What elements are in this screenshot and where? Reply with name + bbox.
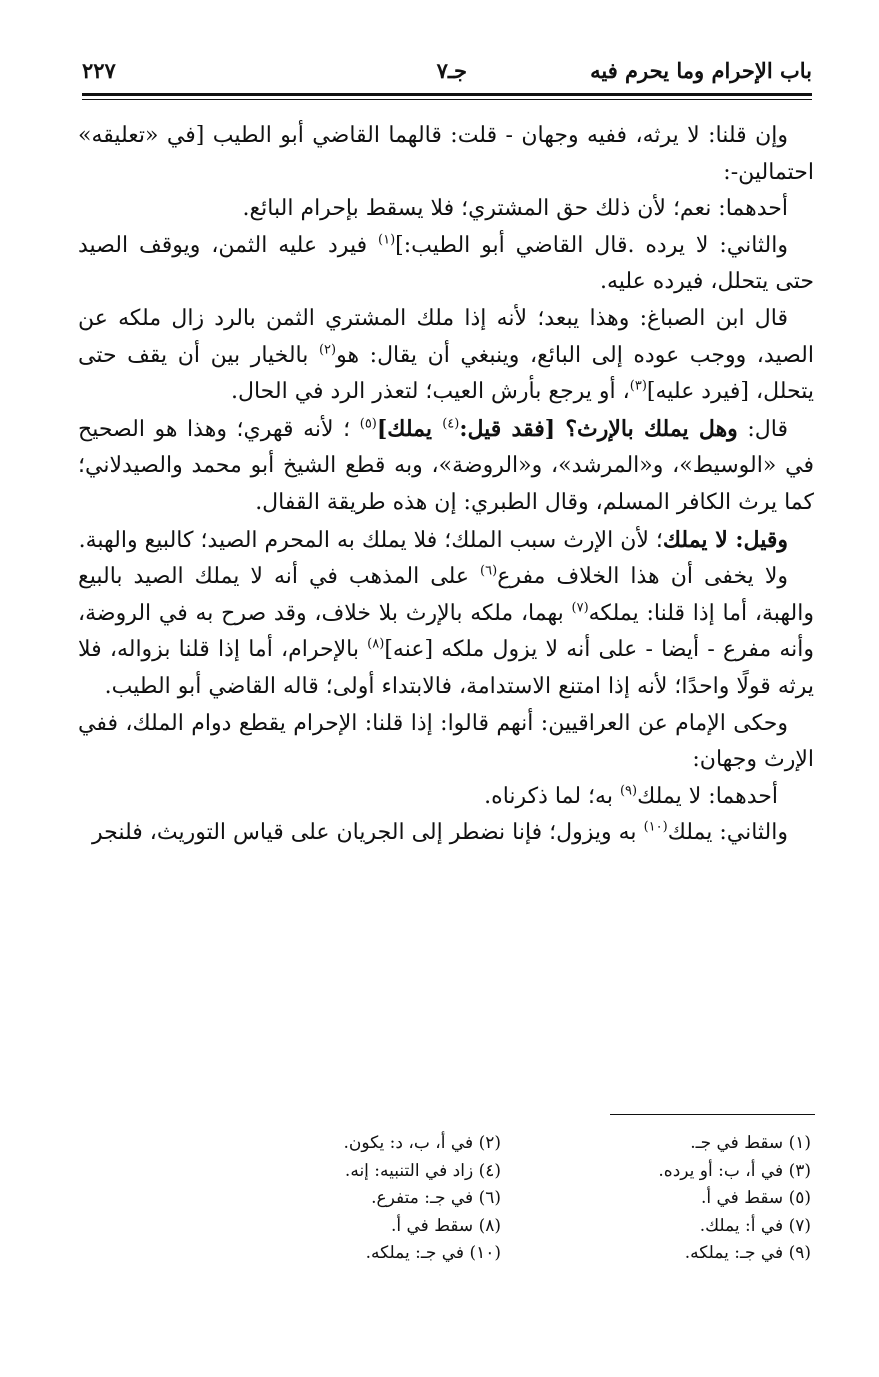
page-number: ٢٢٧ [82, 58, 116, 83]
page-header [82, 58, 812, 92]
text-run: ولا يخفى أن هذا الخلاف مفرع [497, 564, 789, 590]
paragraph [78, 301, 814, 411]
footnote-marker: (٨) [367, 636, 385, 652]
paragraph [78, 815, 814, 852]
text-run: بالخيار بين أن يقف حتى يتحلل، [فيرد عليه] [78, 342, 814, 405]
footnote-marker: (٧) [571, 600, 589, 616]
footnote: (٣) في أ، ب: أو يرده. [658, 1160, 811, 1181]
footnote: (٢) في أ، ب، د: يكون. [343, 1133, 501, 1153]
text-run: بهما، ملكه بالإرث بلا خلاف، وقد صرح به في الروضة، وأنه مفرع - أيضا - على أنه لا يزول ملكه [عنه] [78, 600, 814, 663]
paragraph [78, 706, 814, 779]
footnote: (٦) في جـ: متفرع. [371, 1188, 501, 1208]
text-run: به؛ لما ذكرناه. [484, 783, 620, 809]
text-run: والثاني: يملك [667, 820, 788, 846]
footnote-marker: (٣) [629, 378, 647, 394]
paragraph [78, 118, 814, 191]
footnote-marker: (٥) [359, 416, 377, 432]
header-rule-thick [82, 93, 812, 96]
footnote-marker: (١٠) [643, 819, 668, 835]
text-run: على المذهب في أنه لا يملك الصيد بالبيع والهبة، أما إذا قلنا: يملكه [78, 564, 814, 626]
footnote: (١) سقط في جـ. [690, 1133, 811, 1153]
volume-label: جـ٧ [436, 58, 467, 83]
footnote: (٧) في أ: يملك. [699, 1215, 811, 1236]
footnote-marker: (٢) [318, 342, 337, 358]
main-text [78, 118, 814, 852]
footnote-marker: (١) [378, 232, 396, 248]
text-run: وإن قلنا: لا يرثه، ففيه وجهان - قلت: قالهما القاضي أبو الطيب [في «تعليقه» احتمالين-: [78, 123, 814, 185]
text-run: والثاني: لا يرده .قال القاضي أبو الطيب:] [395, 232, 788, 258]
text-run: أحدهما: لا يملك [637, 783, 778, 809]
bold-text: يملك] [376, 415, 443, 442]
text-run: قال ابن الصباغ: وهذا يبعد؛ لأنه إذا ملك المشتري الثمن بالرد زال ملكه عن الصيد، ووجب عوده إلى البائع، وينبغي أن يقال: هو [78, 305, 814, 368]
paragraph [78, 522, 814, 560]
text-run: ؛ لأن الإرث سبب الملك؛ فلا يملك به المحرم الصيد؛ كالبيع والهبة. [78, 527, 663, 553]
footnote-separator [610, 1114, 815, 1115]
text-run: ، أو يرجع بأرش العيب؛ لتعذر الرد في الحال. [231, 379, 630, 405]
footnote-marker: (٦) [480, 563, 498, 579]
text-run: أحدهما: نعم؛ لأن ذلك حق المشتري؛ فلا يسقط بإحرام البائع. [242, 196, 788, 222]
header-rule-thin [82, 99, 812, 100]
bold-text: وقيل: [727, 526, 788, 553]
paragraph [78, 228, 814, 301]
footnote: (٨) سقط في أ. [390, 1215, 501, 1236]
paragraph [78, 191, 814, 228]
paragraph [78, 559, 814, 705]
text-run: فيرد عليه الثمن، ويوقف الصيد حتى يتحلل، فيرده عليه. [78, 232, 814, 295]
paragraph [78, 411, 814, 522]
footnote: (٥) سقط في أ. [700, 1188, 811, 1208]
chapter-title: باب الإحرام وما يحرم فيه [590, 58, 812, 83]
footnotes-left-column [343, 1130, 501, 1268]
footnote: (٩) في جـ: يملكه. [684, 1243, 811, 1263]
footnotes-right-column [658, 1130, 811, 1268]
bold-text: لا يملك [662, 526, 728, 553]
footnote-marker: (٩) [619, 783, 638, 799]
text-run: بالإحرام، أما إذا قلنا بزواله، فلا يرثه قولًا واحدًا؛ لأنه إذا امتنع الاستدامة، فالابتداء أولى؛ قاله القاضي أبو الطيب. [78, 637, 814, 699]
text-run: وحكى الإمام عن العراقيين: أنهم قالوا: إذا قلنا: الإحرام يقطع دوام الملك، ففي الإرث وجهان: [78, 710, 814, 773]
footnote: (١٠) في جـ: يملكه. [365, 1243, 501, 1263]
text-run: ؛ لأنه قهري؛ وهذا هو الصحيح في «الوسيط»، و«المرشد»، و«الروضة»، وبه قطع الشيخ أبو محمد والصيدلاني؛ كما يرث الكافر المسلم، وقال الطبري: إن هذه طريقة القفال. [78, 416, 814, 515]
paragraph [78, 779, 814, 816]
footnote: (٤) زاد في التنبيه: إنه. [344, 1160, 501, 1181]
bold-text: وهل يملك بالإرث؟ [فقد قيل: [459, 415, 738, 442]
text-run: به ويزول؛ فإنا نضطر إلى الجريان على قياس التوريث، فلنجر [91, 820, 644, 846]
text-run: قال: [737, 416, 789, 442]
footnote-marker: (٤) [442, 416, 460, 432]
